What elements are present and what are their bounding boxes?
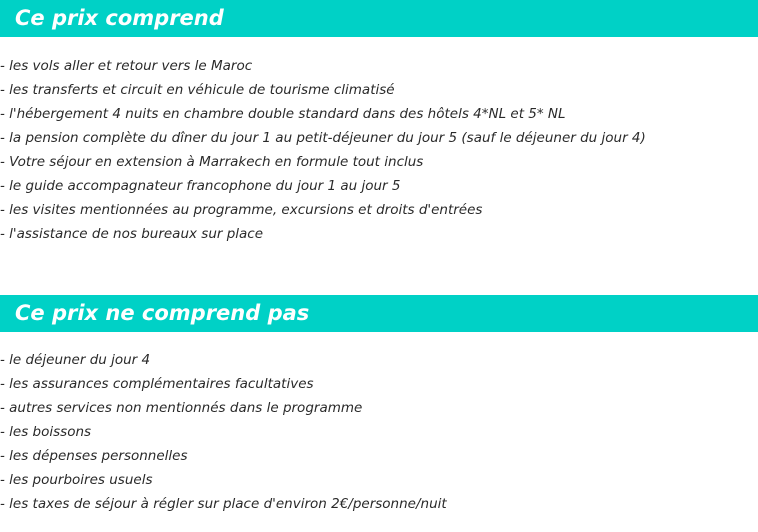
excluded-section-title: Ce prix ne comprend pas	[0, 295, 758, 332]
excluded-item: - les taxes de séjour à régler sur place d'environ 2€/personne/nuit	[0, 496, 447, 512]
included-section-title: Ce prix comprend	[0, 0, 758, 37]
included-item: - l'hébergement 4 nuits en chambre double standard dans des hôtels 4*NL et 5* NL	[0, 106, 566, 122]
included-item: - les transferts et circuit en véhicule de tourisme climatisé	[0, 82, 395, 98]
included-item: - l'assistance de nos bureaux sur place	[0, 226, 264, 242]
excluded-item: - les dépenses personnelles	[0, 448, 188, 464]
included-item: - la pension complète du dîner du jour 1 au petit-déjeuner du jour 5 (sauf le déjeuner du jour 4)	[0, 130, 646, 146]
excluded-item: - les pourboires usuels	[0, 472, 153, 488]
included-item: - le guide accompagnateur francophone du jour 1 au jour 5	[0, 178, 401, 194]
included-items-list	[0, 54, 646, 246]
excluded-item: - le déjeuner du jour 4	[0, 352, 151, 368]
excluded-item: - autres services non mentionnés dans le programme	[0, 400, 363, 416]
excluded-items-list	[0, 348, 447, 516]
excluded-item: - les assurances complémentaires facultatives	[0, 376, 314, 392]
included-item: - les vols aller et retour vers le Maroc	[0, 58, 253, 74]
included-item: - les visites mentionnées au programme, excursions et droits d'entrées	[0, 202, 483, 218]
included-item: - Votre séjour en extension à Marrakech en formule tout inclus	[0, 154, 424, 170]
excluded-item: - les boissons	[0, 424, 92, 440]
